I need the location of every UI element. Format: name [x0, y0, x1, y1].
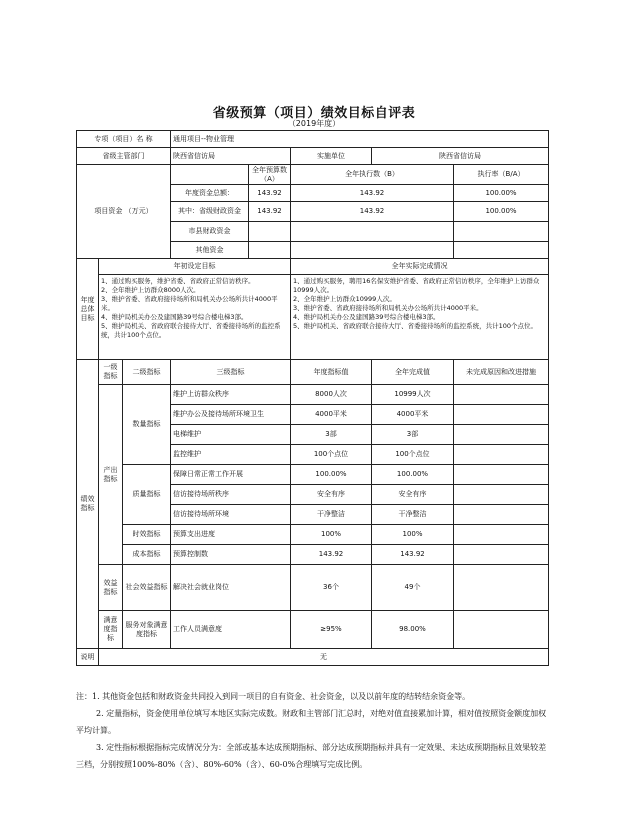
project-name-value: 通用项目--物业管理	[171, 131, 549, 148]
goals-set-header: 年初设定目标	[99, 259, 291, 275]
funds-row-exec	[291, 222, 454, 242]
indicator-name: 维护办公及接待场所环境卫生	[171, 405, 291, 425]
footnotes	[76, 688, 548, 773]
perf-header-row	[77, 360, 549, 385]
indicator-reason	[454, 505, 549, 525]
funds-budget-header: 全年预算数（A）	[249, 165, 291, 185]
funds-row-rate: 100.00%	[454, 202, 549, 222]
indicator-actual: 98.00%	[372, 611, 454, 649]
indicator-reason	[454, 565, 549, 611]
indicator-reason	[454, 445, 549, 465]
funds-header-row	[77, 165, 549, 185]
indicator-reason	[454, 425, 549, 445]
goals-done-header: 全年实际完成情况	[291, 259, 549, 275]
year-label: （2019年度）	[287, 119, 341, 128]
satis-label: 满意度指标	[99, 611, 123, 649]
indicator-actual: 100个点位	[372, 445, 454, 465]
perf-label: 绩效指标	[77, 360, 99, 649]
satis-sub-label: 服务对象满意度指标	[123, 611, 171, 649]
note-value: 无	[99, 649, 549, 666]
funds-blank-cell	[171, 165, 249, 185]
funds-row-name: 其中：省级财政资金	[171, 202, 249, 222]
indicator-name: 保障日常正常工作开展	[171, 465, 291, 485]
indicator-target: 36个	[291, 565, 372, 611]
perf-h2: 二级指标	[123, 360, 171, 385]
indicator-actual: 10999人次	[372, 385, 454, 405]
time-label: 时效指标	[123, 525, 171, 545]
indicator-target: 100%	[291, 525, 372, 545]
funds-row-name: 年度资金总额：	[171, 185, 249, 202]
perf-row	[77, 565, 549, 611]
qual-label: 质量指标	[123, 465, 171, 525]
indicator-name: 解决社会就业岗位	[171, 565, 291, 611]
indicator-name: 预算支出进度	[171, 525, 291, 545]
perf-h3: 三级指标	[171, 360, 291, 385]
funds-rate-header: 执行率（B/A）	[454, 165, 549, 185]
indicator-reason	[454, 405, 549, 425]
funds-row-name: 市县财政资金	[171, 222, 249, 242]
note-label: 说明	[77, 649, 99, 666]
indicator-reason	[454, 545, 549, 565]
indicator-reason	[454, 465, 549, 485]
funds-row-budget: 143.92	[249, 202, 291, 222]
perf-h1: 一级指标	[99, 360, 123, 385]
funds-row-exec	[291, 242, 454, 259]
dept-value: 陕西省信访局	[171, 148, 291, 165]
indicator-target: 100.00%	[291, 465, 372, 485]
indicator-target: 8000人次	[291, 385, 372, 405]
perf-row	[77, 465, 549, 485]
indicator-actual: 100.00%	[372, 465, 454, 485]
goals-set-text: 1、通过购买服务，维护省委、省政府正常信访秩序。 2、全年维护上访群众8000人次。 3、维护省委、省政府接待场所和局机关办公场所共计4000平米。 4、维护局机关办公及建国路39号综合楼电梯3部。 5、维护局机关、省政府联合接待大厅、省委接待场所的监控系统，共计100个点位。	[99, 275, 291, 360]
indicator-name: 电梯维护	[171, 425, 291, 445]
indicator-target: 干净整洁	[291, 505, 372, 525]
funds-row-rate: 100.00%	[454, 185, 549, 202]
goals-content-row	[77, 275, 549, 360]
indicator-target: 4000平米	[291, 405, 372, 425]
perf-row	[77, 385, 549, 405]
social-label: 社会效益指标	[123, 565, 171, 611]
indicator-actual: 安全有序	[372, 485, 454, 505]
project-row	[77, 131, 549, 148]
perf-row	[77, 611, 549, 649]
impl-value: 陕西省信访局	[372, 148, 549, 165]
funds-row-name: 其他资金	[171, 242, 249, 259]
goals-header-row	[77, 259, 549, 275]
funds-row-rate	[454, 242, 549, 259]
impl-label: 实施单位	[291, 148, 372, 165]
cost-label: 成本指标	[123, 545, 171, 565]
dept-row	[77, 148, 549, 165]
indicator-target: ≥95%	[291, 611, 372, 649]
indicator-name: 信访接待场所环境	[171, 505, 291, 525]
project-name-label: 专项（项目）名 称	[77, 131, 171, 148]
funds-row-budget: 143.92	[249, 185, 291, 202]
indicator-name: 预算控制数	[171, 545, 291, 565]
indicator-target: 3部	[291, 425, 372, 445]
perf-row	[77, 525, 549, 545]
indicator-actual: 4000平米	[372, 405, 454, 425]
indicator-actual: 100%	[372, 525, 454, 545]
perf-target-header: 年度指标值	[291, 360, 372, 385]
footnote-3: 3. 定性指标根据指标完成情况分为：全部或基本达成预期指标、部分达成预期指标并具有一定效果、未达成预期指标且效果较差三档，分别按照100%-80%（含）、80%-60%（含）、60-0%合理填写完成比例。	[76, 743, 547, 769]
note-row	[77, 649, 549, 666]
dept-label: 省级主管部门	[77, 148, 171, 165]
indicator-name: 信访接待场所秩序	[171, 485, 291, 505]
funds-label: 项目资金 （万元）	[77, 165, 171, 259]
perf-reason-header: 未完成原因和改进措施	[454, 360, 549, 385]
indicator-reason	[454, 611, 549, 649]
indicator-actual: 49个	[372, 565, 454, 611]
goals-done-text: 1、通过购买服务，聘用16名保安维护省委、省政府正常信访秩序，全年维护上访群众10999人次。 2、全年维护上访群众10999人次。 3、维护省委、省政府接待场所和局机关办公场所共计4000平米。 4、维护局机关办公及建国路39号综合楼电梯3部。 5、维护局机关、省政府联合接待大厅、省委接待场所的监控系统，共计100个点位。	[291, 275, 549, 360]
indicator-name: 监控维护	[171, 445, 291, 465]
funds-row-budget	[249, 242, 291, 259]
evaluation-table	[76, 130, 549, 666]
indicator-name: 工作人员满意度	[171, 611, 291, 649]
perf-row	[77, 545, 549, 565]
effect-label: 效益指标	[99, 565, 123, 611]
output-label: 产出指标	[99, 385, 123, 565]
indicator-actual: 干净整洁	[372, 505, 454, 525]
funds-exec-header: 全年执行数（B）	[291, 165, 454, 185]
funds-row-budget	[249, 222, 291, 242]
indicator-target: 143.92	[291, 545, 372, 565]
indicator-name: 维护上访群众秩序	[171, 385, 291, 405]
funds-row-exec: 143.92	[291, 185, 454, 202]
funds-row-rate	[454, 222, 549, 242]
indicator-actual: 3部	[372, 425, 454, 445]
funds-row-exec: 143.92	[291, 202, 454, 222]
indicator-target: 安全有序	[291, 485, 372, 505]
indicator-target: 100个点位	[291, 445, 372, 465]
perf-actual-header: 全年完成值	[372, 360, 454, 385]
indicator-reason	[454, 485, 549, 505]
indicator-reason	[454, 525, 549, 545]
footnote-1: 注：1. 其他资金包括和财政资金共同投入到同一项目的自有资金、社会资金，以及以前年度的结转结余资金等。	[76, 692, 471, 701]
footnote-2: 2. 定量指标，资金使用单位填写本地区实际完成数。财政和主管部门汇总时，对绝对值直接累加计算，相对值按照资金额度加权平均计算。	[76, 709, 547, 735]
indicator-reason	[454, 385, 549, 405]
goals-label: 年度总体目标	[77, 259, 99, 360]
indicator-actual: 143.92	[372, 545, 454, 565]
qty-label: 数量指标	[123, 385, 171, 465]
page-title: 省级预算（项目）绩效目标自评表	[212, 106, 416, 121]
